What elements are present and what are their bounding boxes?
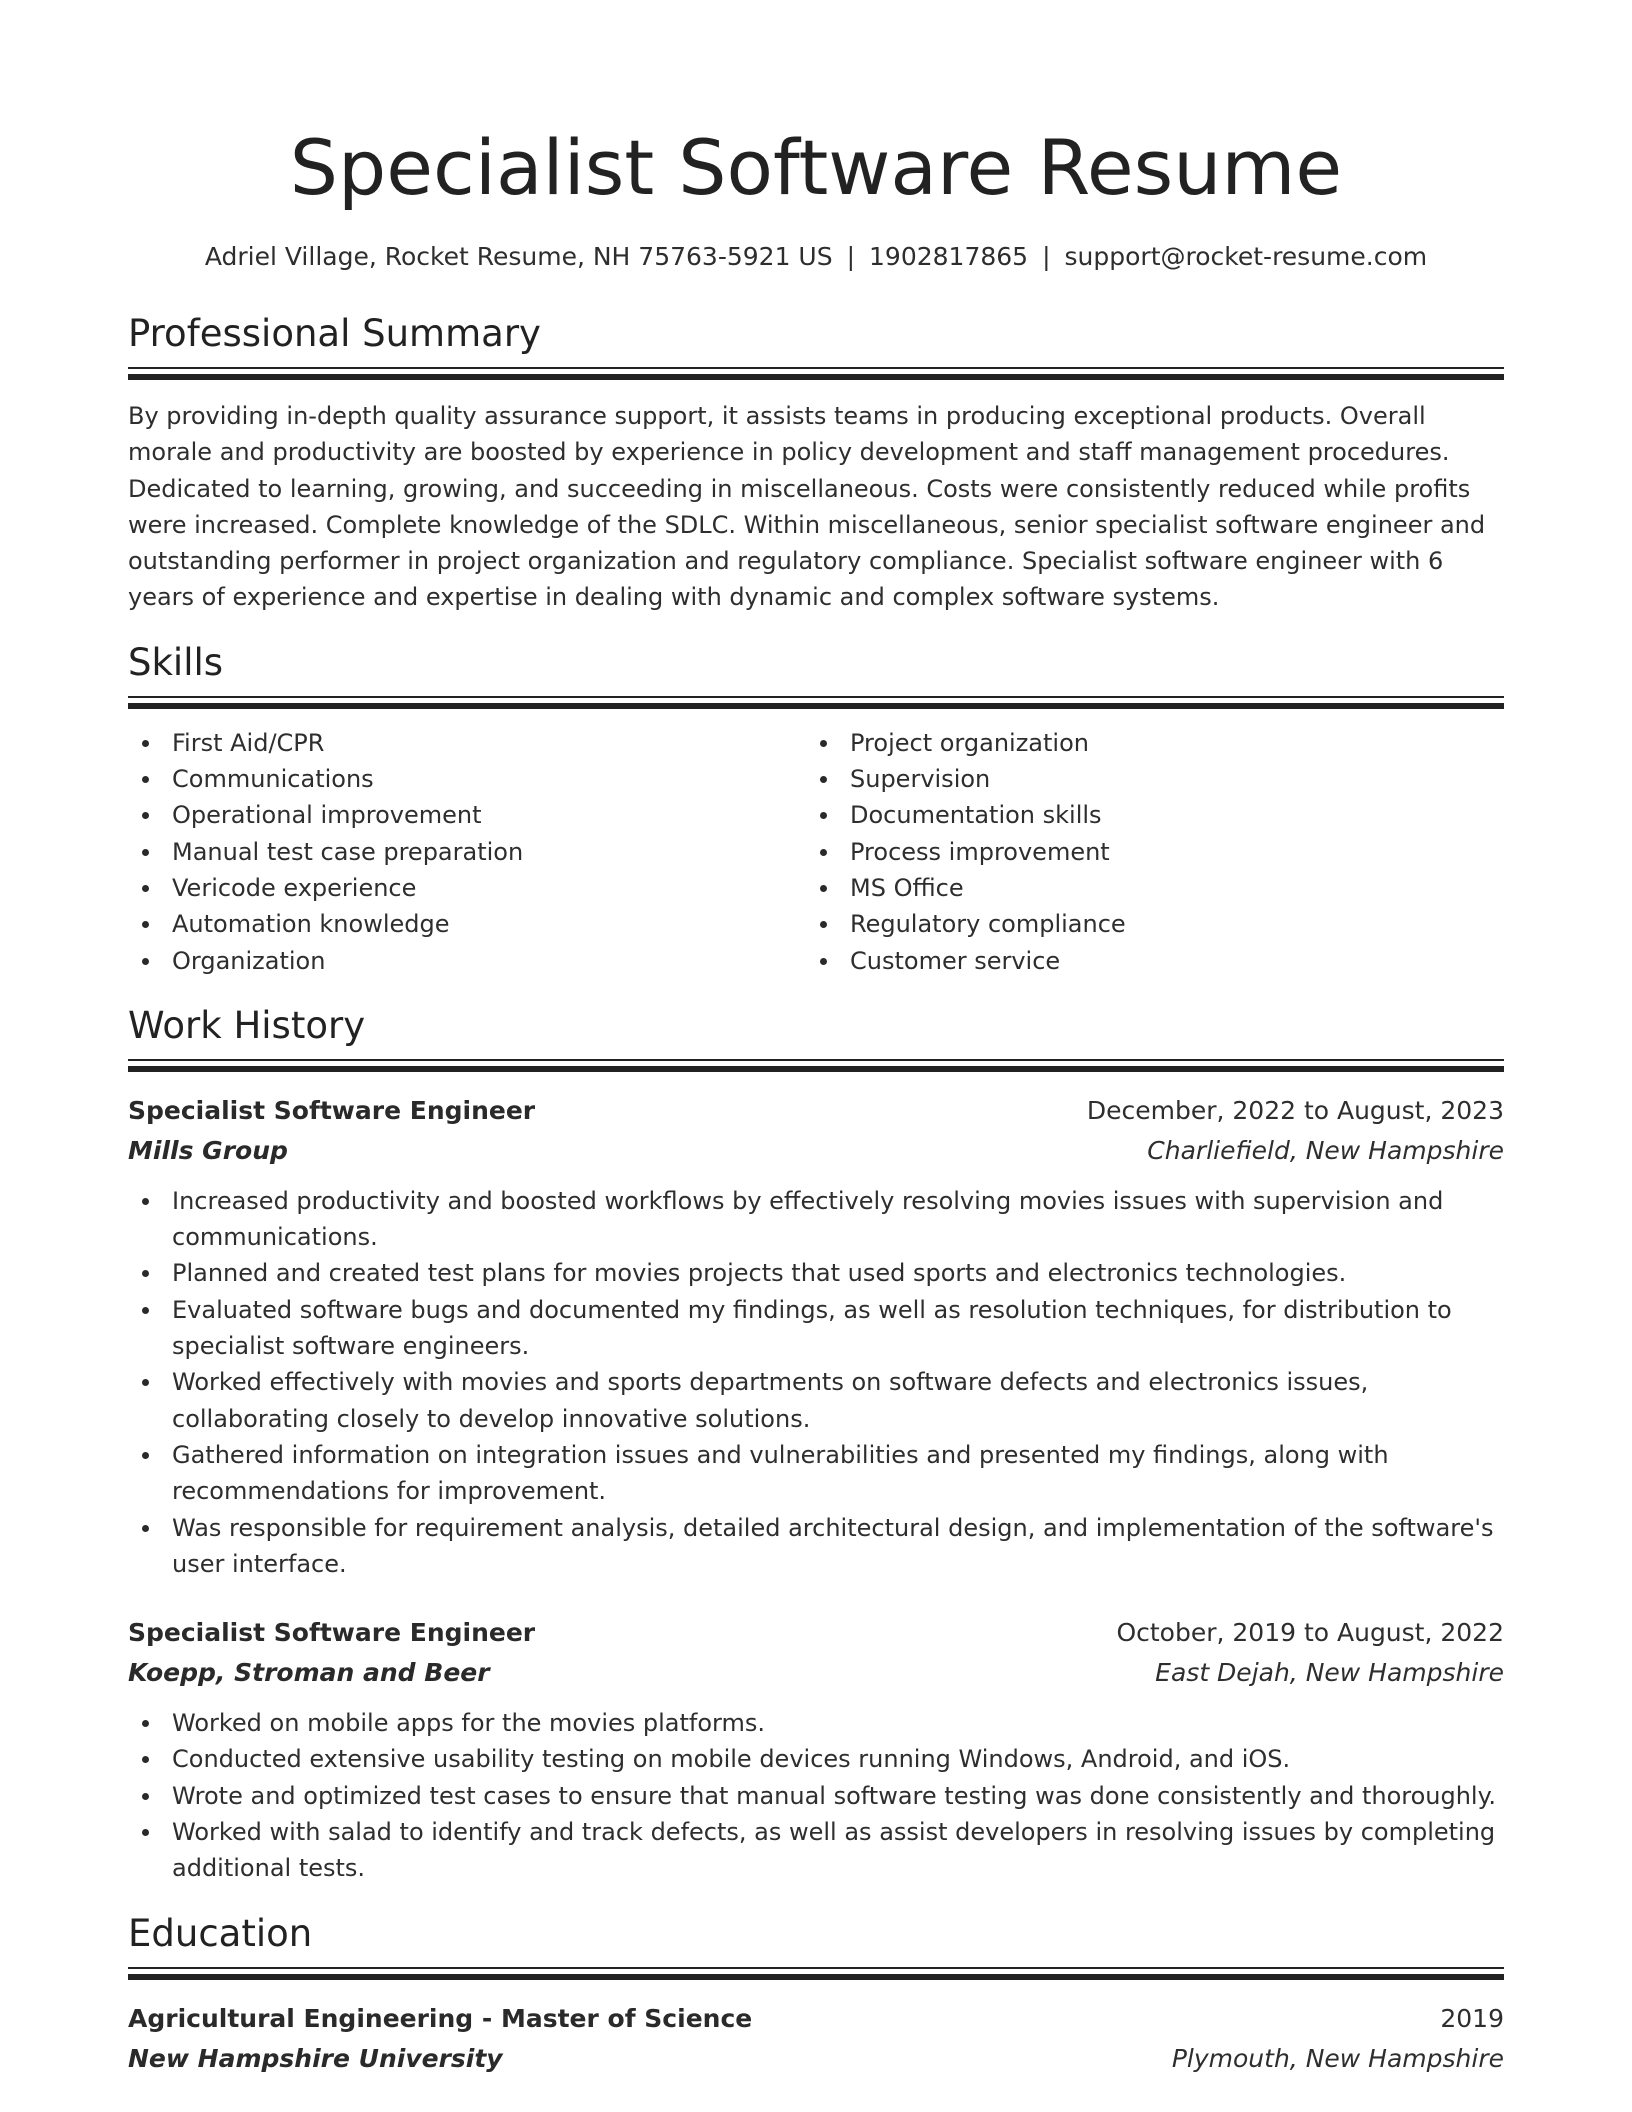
contact-email: support@rocket-resume.com bbox=[1064, 242, 1428, 271]
skill-item: Organization bbox=[128, 943, 806, 979]
section-divider bbox=[128, 696, 1504, 710]
education-section bbox=[128, 1911, 1504, 2079]
job-bullet: Worked with salad to identify and track defects, as well as assist developers in resolving issues by completing additional tests. bbox=[128, 1814, 1504, 1887]
job-company: Mills Group bbox=[128, 1135, 288, 1165]
job-bullet: Conducted extensive usability testing on mobile devices running Windows, Android, and iOS. bbox=[128, 1741, 1504, 1777]
skill-item: Customer service bbox=[806, 943, 1484, 979]
skill-item: MS Office bbox=[806, 870, 1484, 906]
contact-phone: 1902817865 bbox=[869, 242, 1029, 271]
skill-item: First Aid/CPR bbox=[128, 725, 806, 761]
work-history-section bbox=[128, 1003, 1504, 1887]
resume-title: Specialist Software Resume bbox=[289, 123, 1343, 212]
job-bullets bbox=[128, 1705, 1504, 1886]
education-entry bbox=[128, 1999, 1504, 2079]
contact-line bbox=[128, 240, 1504, 274]
job-bullet: Evaluated software bugs and documented my findings, as well as resolution techniques, for distribution to specialist software engineers. bbox=[128, 1292, 1504, 1365]
job-bullet: Worked effectively with movies and sports departments on software defects and electronics issues, collaborating closely to develop innovative solutions. bbox=[128, 1364, 1504, 1437]
job-bullet: Planned and created test plans for movies projects that used sports and electronics technologies. bbox=[128, 1255, 1504, 1291]
job-bullet: Increased productivity and boosted workflows by effectively resolving movies issues with supervision and communications. bbox=[128, 1183, 1504, 1256]
education-header-row bbox=[128, 1999, 1504, 2039]
section-heading: Professional Summary bbox=[128, 312, 541, 355]
section-heading: Skills bbox=[128, 640, 224, 684]
skill-item: Manual test case preparation bbox=[128, 834, 806, 870]
section-heading: Education bbox=[128, 1911, 313, 1955]
skills-list-left bbox=[128, 725, 806, 979]
skills-section bbox=[128, 640, 1504, 979]
job-location: East Dejah, New Hampshire bbox=[1155, 1658, 1504, 1688]
section-divider bbox=[128, 367, 1504, 381]
job-dates: December, 2022 to August, 2023 bbox=[1086, 1095, 1504, 1125]
skill-item: Supervision bbox=[806, 761, 1484, 797]
education-school: New Hampshire University bbox=[128, 2043, 503, 2073]
education-year: 2019 bbox=[1440, 2003, 1504, 2033]
skill-item: Documentation skills bbox=[806, 797, 1484, 833]
contact-separator: | bbox=[1042, 242, 1051, 271]
skills-columns bbox=[128, 725, 1504, 979]
job-bullet: Worked on mobile apps for the movies platforms. bbox=[128, 1705, 1504, 1741]
skill-item: Vericode experience bbox=[128, 870, 806, 906]
education-degree: Agricultural Engineering - Master of Science bbox=[128, 2003, 753, 2033]
job-entry bbox=[128, 1091, 1504, 1582]
skill-item: Automation knowledge bbox=[128, 906, 806, 942]
job-header-row bbox=[128, 1091, 1504, 1131]
job-dates: October, 2019 to August, 2022 bbox=[1116, 1618, 1504, 1648]
section-divider bbox=[128, 1967, 1504, 1981]
job-entry bbox=[128, 1613, 1504, 1886]
section-heading: Work History bbox=[128, 1003, 366, 1047]
education-school-row bbox=[128, 2039, 1504, 2079]
skill-item: Project organization bbox=[806, 725, 1484, 761]
job-title: Specialist Software Engineer bbox=[128, 1618, 536, 1648]
skill-item: Process improvement bbox=[806, 834, 1484, 870]
job-bullet: Was responsible for requirement analysis, detailed architectural design, and implementation of the software's user interface. bbox=[128, 1510, 1504, 1583]
summary-text: By providing in-depth quality assurance support, it assists teams in producing exceptional products. Overall morale and productivity are boosted by experience in policy development and staff management procedures. Dedicated to learning, growing, and succeeding in miscellaneous. Costs were consistently reduced while profits were increased. Complete knowledge of the SDLC. Within miscellaneous, senior specialist software engineer and outstanding performer in project organization and regulatory compliance. Specialist software engineer with 6 years of experience and expertise in dealing with dynamic and complex software systems. bbox=[128, 402, 1486, 612]
job-header-row bbox=[128, 1613, 1504, 1653]
job-company: Koepp, Stroman and Beer bbox=[128, 1658, 490, 1688]
job-company-row bbox=[128, 1653, 1504, 1693]
skill-item: Regulatory compliance bbox=[806, 906, 1484, 942]
skills-list-right bbox=[806, 725, 1484, 979]
job-bullet: Wrote and optimized test cases to ensure that manual software testing was done consistently and thoroughly. bbox=[128, 1778, 1504, 1814]
job-location: Charliefield, New Hampshire bbox=[1147, 1135, 1504, 1165]
job-bullet: Gathered information on integration issues and vulnerabilities and presented my findings, along with recommendations for improvement. bbox=[128, 1437, 1504, 1510]
section-divider bbox=[128, 1059, 1504, 1073]
job-title: Specialist Software Engineer bbox=[128, 1095, 536, 1125]
skill-item: Operational improvement bbox=[128, 797, 806, 833]
education-location: Plymouth, New Hampshire bbox=[1171, 2043, 1504, 2073]
job-bullets bbox=[128, 1183, 1504, 1582]
summary-section bbox=[128, 311, 1504, 616]
skill-item: Communications bbox=[128, 761, 806, 797]
contact-separator: | bbox=[846, 242, 856, 271]
contact-address: Adriel Village, Rocket Resume, NH 75763-5921 US bbox=[204, 242, 833, 271]
job-company-row bbox=[128, 1131, 1504, 1171]
